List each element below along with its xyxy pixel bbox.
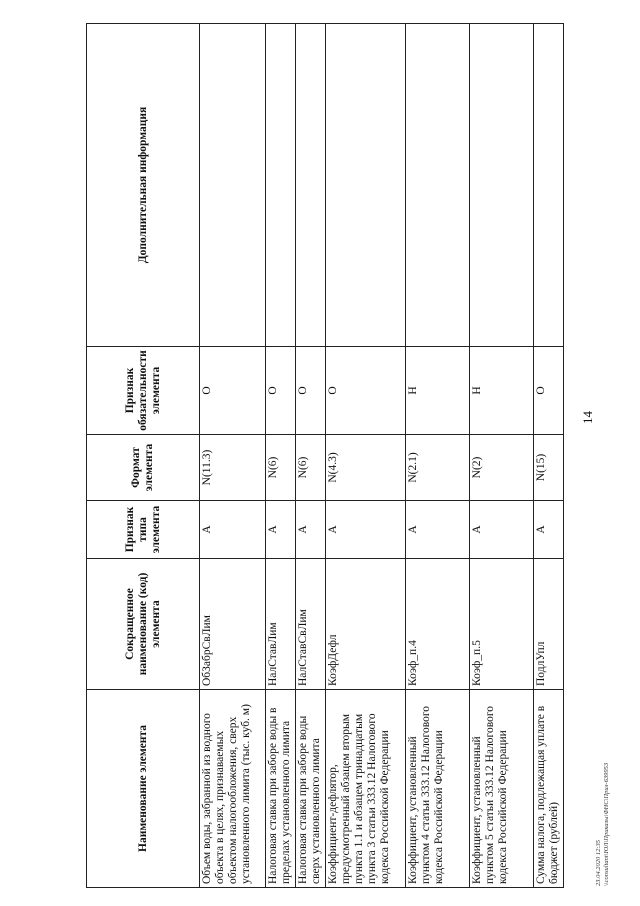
cell-info (296, 24, 326, 347)
cell-format: N(2.1) (406, 435, 470, 501)
cell-info (200, 24, 266, 347)
stamp-path: \\consultant\ЮЛ\Приказы\ФНС\Прил-639953 (603, 762, 610, 886)
cell-required: Н (470, 347, 534, 435)
cell-format: N(2) (470, 435, 534, 501)
cell-format: N(11.3) (200, 435, 266, 501)
header-element-type: Признак типа элемента (87, 501, 200, 559)
cell-type: А (266, 501, 296, 559)
table-row (470, 24, 534, 888)
header-element-format: Формат элемента (87, 435, 200, 501)
table-row (534, 24, 564, 888)
footer-stamp (595, 763, 611, 886)
cell-type: А (326, 501, 406, 559)
cell-type: А (470, 501, 534, 559)
cell-format: N(4.3) (326, 435, 406, 501)
cell-code: ПодлУпл (534, 559, 564, 690)
table-row (200, 24, 266, 888)
cell-required: Н (406, 347, 470, 435)
cell-info (266, 24, 296, 347)
cell-code: НалСтавЛим (266, 559, 296, 690)
cell-format: N(6) (296, 435, 326, 501)
cell-required: О (534, 347, 564, 435)
header-additional-info: Дополнительная информация (87, 24, 200, 347)
cell-name: Коэффициент, установленный пунктом 4 статьи 333.12 Налогового кодекса Российской Федерации (406, 690, 470, 888)
cell-name: Коэффициент, установленный пунктом 5 статьи 333.12 Налогового кодекса Российской Федерации (470, 690, 534, 888)
table-row (296, 24, 326, 888)
cell-name: Налоговая ставка при заборе воды в пределах установленного лимита (266, 690, 296, 888)
table-header-row (87, 24, 200, 888)
cell-type: А (200, 501, 266, 559)
cell-code: ОбЗабрСвЛим (200, 559, 266, 690)
cell-code: Коэф_п.5 (470, 559, 534, 690)
cell-required: О (326, 347, 406, 435)
cell-type: А (406, 501, 470, 559)
cell-name: Коэффициент-дефлятор, предусмотренный абзацем вторым пункта 1.1 и абзацем тринадцатым пункта 3 статьи 333.12 Налогового кодекса Российской Федерации (326, 690, 406, 888)
cell-type: А (534, 501, 564, 559)
table-row (406, 24, 470, 888)
cell-code: КоэфДефл (326, 559, 406, 690)
cell-info (470, 24, 534, 347)
cell-code: НалСтавСвЛим (296, 559, 326, 690)
cell-type: А (296, 501, 326, 559)
cell-info (406, 24, 470, 347)
header-element-required: Признак обязательности элемента (87, 347, 200, 435)
rotated-table-wrapper (86, 24, 592, 888)
page-number: 14 (580, 411, 595, 424)
cell-format: N(6) (266, 435, 296, 501)
cell-required: О (200, 347, 266, 435)
cell-info (534, 24, 564, 347)
header-element-code: Сокращенное наименование (код) элемента (87, 559, 200, 690)
cell-info (326, 24, 406, 347)
cell-name: Объем воды, забранной из водного объекта в целях, признаваемых объектом налогообложения, сверх установленного лимита (тыс. куб. м) (200, 690, 266, 888)
table-row (266, 24, 296, 888)
stamp-datetime: 23.04.2020 12:35 (595, 839, 602, 886)
cell-code: Коэф_п.4 (406, 559, 470, 690)
cell-format: N(15) (534, 435, 564, 501)
cell-name: Налоговая ставка при заборе воды сверх установленного лимита (296, 690, 326, 888)
element-spec-table (86, 23, 564, 888)
cell-required: О (296, 347, 326, 435)
header-element-name: Наименование элемента (87, 690, 200, 888)
cell-required: О (266, 347, 296, 435)
table-row (326, 24, 406, 888)
cell-name: Сумма налога, подлежащая уплате в бюджет (рублей) (534, 690, 564, 888)
